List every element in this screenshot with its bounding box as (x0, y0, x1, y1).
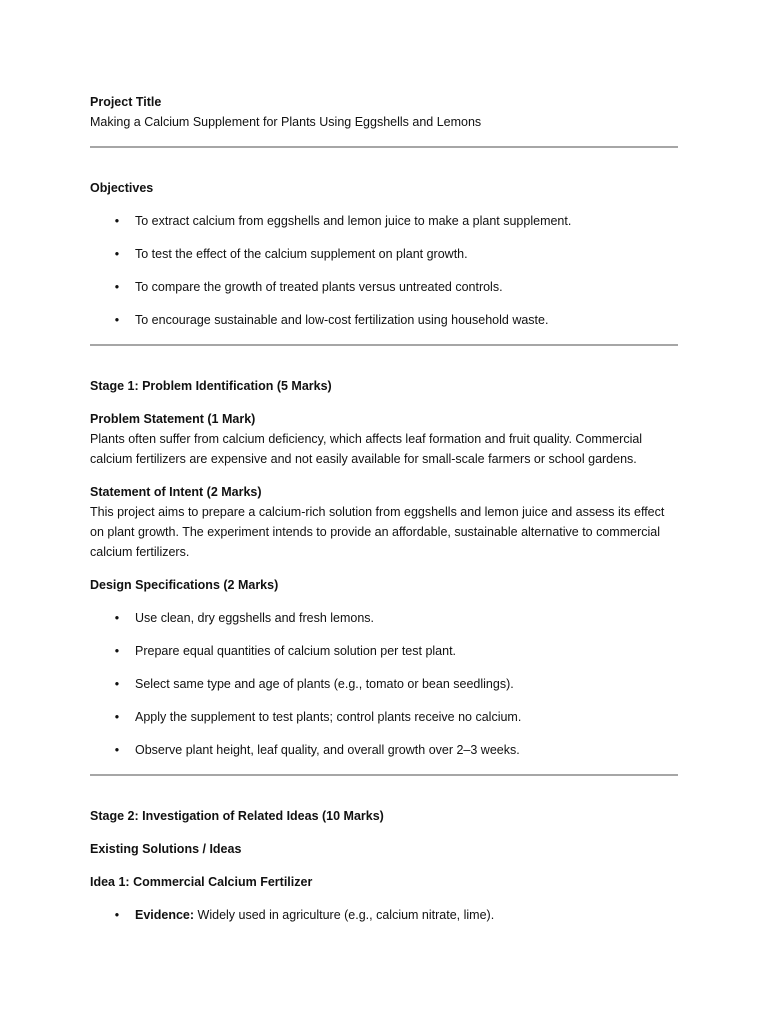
bullet-icon: • (114, 677, 120, 691)
project-title-label: Project Title (90, 95, 162, 109)
list-item: • To compare the growth of treated plants versus untreated controls. (90, 277, 678, 297)
bullet-icon: • (114, 247, 120, 261)
list-item (90, 905, 678, 925)
stage2-heading: Stage 2: Investigation of Related Ideas (10 Marks) (90, 809, 384, 823)
evidence-text: Widely used in agriculture (e.g., calcium nitrate, lime). (194, 908, 495, 922)
bullet-icon: • (114, 743, 120, 757)
bullet-icon: • (114, 313, 120, 327)
statement-of-intent-text: This project aims to prepare a calcium-rich solution from eggshells and lemon juice and assess its effect on plant growth. The experiment intends to provide an affordable, sustainable alternative to commercial calcium fertilizers. (90, 505, 665, 559)
bullet-icon: • (114, 214, 120, 228)
problem-statement-heading: Problem Statement (1 Mark) (90, 412, 256, 426)
evidence-label: Evidence: (135, 908, 195, 922)
objectives-heading: Objectives (90, 181, 154, 195)
list-item: • Observe plant height, leaf quality, and overall growth over 2–3 weeks. (90, 740, 678, 760)
list-item: • Prepare equal quantities of calcium solution per test plant. (90, 641, 678, 661)
existing-solutions-heading: Existing Solutions / Ideas (90, 842, 242, 856)
idea1-heading: Idea 1: Commercial Calcium Fertilizer (90, 875, 313, 889)
design-specifications-list (90, 608, 678, 760)
stage1-heading: Stage 1: Problem Identification (5 Marks) (90, 379, 332, 393)
list-item: • Select same type and age of plants (e.g., tomato or bean seedlings). (90, 674, 678, 694)
list-item: • Apply the supplement to test plants; control plants receive no calcium. (90, 707, 678, 727)
document-content (90, 92, 678, 925)
bullet-icon: • (114, 611, 120, 625)
list-item: • Use clean, dry eggshells and fresh lemons. (90, 608, 678, 628)
idea1-list (90, 905, 678, 925)
bullet-icon: • (114, 280, 120, 294)
design-specifications-heading: Design Specifications (2 Marks) (90, 578, 279, 592)
objectives-list (90, 211, 678, 330)
bullet-icon: • (114, 908, 120, 922)
problem-statement-text: Plants often suffer from calcium deficiency, which affects leaf formation and fruit quality. Commercial calcium fertilizers are expensive and not easily available for small-scale farmers or school gardens. (90, 432, 643, 466)
bullet-icon: • (114, 710, 120, 724)
statement-of-intent-heading: Statement of Intent (2 Marks) (90, 485, 262, 499)
bullet-icon: • (114, 644, 120, 658)
list-item: • To encourage sustainable and low-cost fertilization using household waste. (90, 310, 678, 330)
list-item: • To test the effect of the calcium supplement on plant growth. (90, 244, 678, 264)
project-title-text: Making a Calcium Supplement for Plants Using Eggshells and Lemons (90, 115, 482, 129)
list-item: • To extract calcium from eggshells and lemon juice to make a plant supplement. (90, 211, 678, 231)
